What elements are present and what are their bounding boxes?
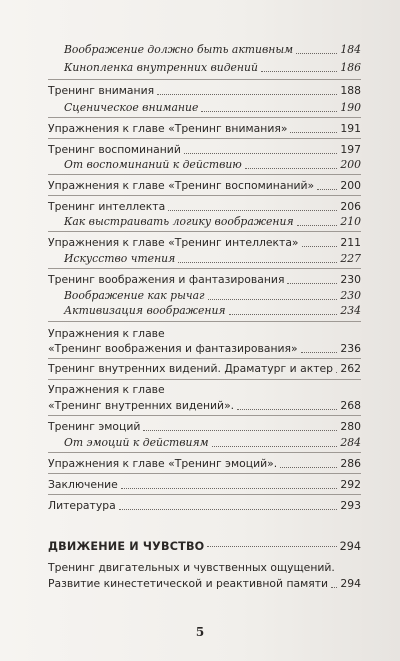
divider — [48, 473, 361, 474]
divider — [48, 415, 361, 416]
leader-dots — [336, 372, 337, 373]
toc-entry-page: 211 — [340, 236, 361, 249]
leader-dots — [178, 262, 337, 263]
toc-entry-page: 186 — [340, 61, 361, 74]
toc-entry-page: 286 — [340, 457, 361, 470]
toc-entry[interactable] — [48, 420, 361, 434]
toc-entry-title: Тренинг внутренних видений. Драматург и актер — [48, 362, 334, 375]
toc-entry[interactable] — [64, 215, 361, 229]
toc-entry-title: От воспоминаний к действию — [64, 158, 242, 171]
section-page: 294 — [339, 540, 361, 553]
divider — [48, 174, 361, 175]
divider — [48, 494, 361, 495]
divider — [48, 138, 361, 139]
toc-entry[interactable] — [64, 436, 361, 450]
toc-entry-page: 292 — [340, 478, 361, 491]
leader-dots — [201, 111, 337, 112]
leader-dots — [208, 299, 338, 300]
divider — [48, 79, 361, 80]
divider — [48, 195, 361, 196]
toc-entry[interactable] — [48, 362, 361, 376]
toc-entry-title: От эмоций к действиям — [64, 436, 209, 449]
toc-entry[interactable] — [48, 342, 361, 356]
toc-entry-page: 230 — [340, 273, 361, 286]
toc-entry-title: Тренинг воображения и фантазирования — [48, 273, 285, 286]
toc-entry-title: Тренинг интеллекта — [48, 200, 166, 213]
toc-entry-title: Сценическое внимание — [64, 101, 199, 114]
toc-entry[interactable] — [64, 158, 361, 172]
leader-dots — [157, 94, 337, 95]
section-title: ДВИЖЕНИЕ И ЧУВСТВО — [48, 540, 205, 553]
toc-entry-title-line2: Развитие кинестетической и реактивной памяти — [48, 577, 329, 590]
toc-entry-title: Заключение — [48, 478, 118, 491]
toc-entry-page: 206 — [340, 200, 361, 213]
toc-entry-page: 284 — [340, 436, 361, 449]
leader-dots — [296, 53, 337, 54]
toc-entry-title: Тренинг воспоминаний — [48, 143, 181, 156]
toc-entry[interactable] — [64, 252, 361, 266]
toc-entry-page: 197 — [340, 143, 361, 156]
page-number: 5 — [195, 625, 205, 639]
leader-dots — [261, 71, 337, 72]
toc-entry-title: Как выстраивать логику воображения — [64, 215, 294, 228]
toc-entry[interactable] — [48, 457, 361, 471]
toc-entry[interactable] — [48, 143, 361, 157]
toc-entry-title: Упражнения к главе «Тренинг воспоминаний» — [48, 179, 315, 192]
toc-entry[interactable] — [48, 179, 361, 193]
toc-entry-title-line1[interactable]: Упражнения к главе — [48, 327, 165, 340]
toc-entry-page: 268 — [340, 399, 361, 412]
toc-entry-title: Активизация воображения — [64, 304, 226, 317]
toc-entry-page: 190 — [340, 101, 361, 114]
toc-entry[interactable] — [48, 84, 361, 98]
divider — [48, 117, 361, 118]
toc-entry-title: Искусство чтения — [64, 252, 176, 265]
toc-entry-page: 184 — [340, 43, 361, 56]
toc-entry-page: 234 — [340, 304, 361, 317]
toc-entry-title-line1[interactable]: Тренинг двигательных и чувственных ощущений. — [48, 561, 335, 574]
leader-dots — [237, 409, 337, 410]
toc-entry-title: Кинопленка внутренних видений — [64, 61, 258, 74]
leader-dots — [207, 546, 336, 547]
leader-dots — [302, 246, 338, 247]
toc-entry-title: Упражнения к главе «Тренинг внимания» — [48, 122, 288, 135]
toc-entry[interactable] — [48, 499, 361, 513]
toc-entry-title: Воображение как рычаг — [64, 289, 205, 302]
divider — [48, 358, 361, 359]
toc-entry-page: 280 — [340, 420, 361, 433]
toc-entry-page: 200 — [340, 179, 361, 192]
toc-entry[interactable] — [48, 273, 361, 287]
toc-entry-title: Тренинг внимания — [48, 84, 155, 97]
toc-entry[interactable] — [48, 122, 361, 136]
leader-dots — [317, 189, 337, 190]
leader-dots — [301, 352, 338, 353]
toc-entry-title-line2: «Тренинг воображения и фантазирования» — [48, 342, 298, 355]
divider — [48, 231, 361, 232]
leader-dots — [143, 430, 337, 431]
toc-entry-title: Воображение должно быть активным — [64, 43, 294, 56]
toc-entry-page: 227 — [340, 252, 361, 265]
toc-entry[interactable] — [48, 478, 361, 492]
leader-dots — [331, 587, 337, 588]
toc-entry[interactable] — [64, 289, 361, 303]
toc-entry-page: 191 — [340, 122, 361, 135]
leader-dots — [121, 488, 338, 489]
leader-dots — [280, 467, 337, 468]
toc-entry[interactable] — [64, 61, 361, 75]
toc-entry-title: Литература — [48, 499, 116, 512]
toc-entry[interactable] — [64, 304, 361, 318]
toc-entry-title-line1[interactable]: Упражнения к главе — [48, 383, 165, 396]
leader-dots — [245, 168, 338, 169]
leader-dots — [119, 509, 338, 510]
toc-entry-page: 210 — [340, 215, 361, 228]
toc-entry-title: Тренинг эмоций — [48, 420, 141, 433]
toc-entry[interactable] — [48, 236, 361, 250]
leader-dots — [212, 446, 338, 447]
toc-entry-page: 294 — [340, 577, 361, 590]
toc-entry-page: 230 — [340, 289, 361, 302]
toc-entry-title: Упражнения к главе «Тренинг интеллекта» — [48, 236, 299, 249]
toc-entry-page: 200 — [340, 158, 361, 171]
toc-entry[interactable] — [48, 399, 361, 413]
toc-entry[interactable] — [64, 43, 361, 57]
toc-entry-page: 236 — [340, 342, 361, 355]
divider — [48, 379, 361, 380]
section-heading[interactable] — [48, 540, 361, 553]
toc-entry-page: 293 — [340, 499, 361, 512]
leader-dots — [229, 314, 338, 315]
divider — [48, 268, 361, 269]
leader-dots — [297, 225, 338, 226]
leader-dots — [184, 153, 338, 154]
toc-entry-title: Упражнения к главе «Тренинг эмоций». — [48, 457, 278, 470]
leader-dots — [287, 283, 337, 284]
divider — [48, 452, 361, 453]
toc-entry-page: 262 — [340, 362, 361, 375]
toc-entry-page: 188 — [340, 84, 361, 97]
toc-entry-title-line2: «Тренинг внутренних видений». — [48, 399, 235, 412]
toc-entry[interactable] — [48, 200, 361, 214]
toc-entry[interactable] — [64, 101, 361, 115]
leader-dots — [290, 132, 337, 133]
leader-dots — [168, 210, 337, 211]
toc-entry[interactable] — [48, 577, 361, 591]
divider — [48, 321, 361, 322]
